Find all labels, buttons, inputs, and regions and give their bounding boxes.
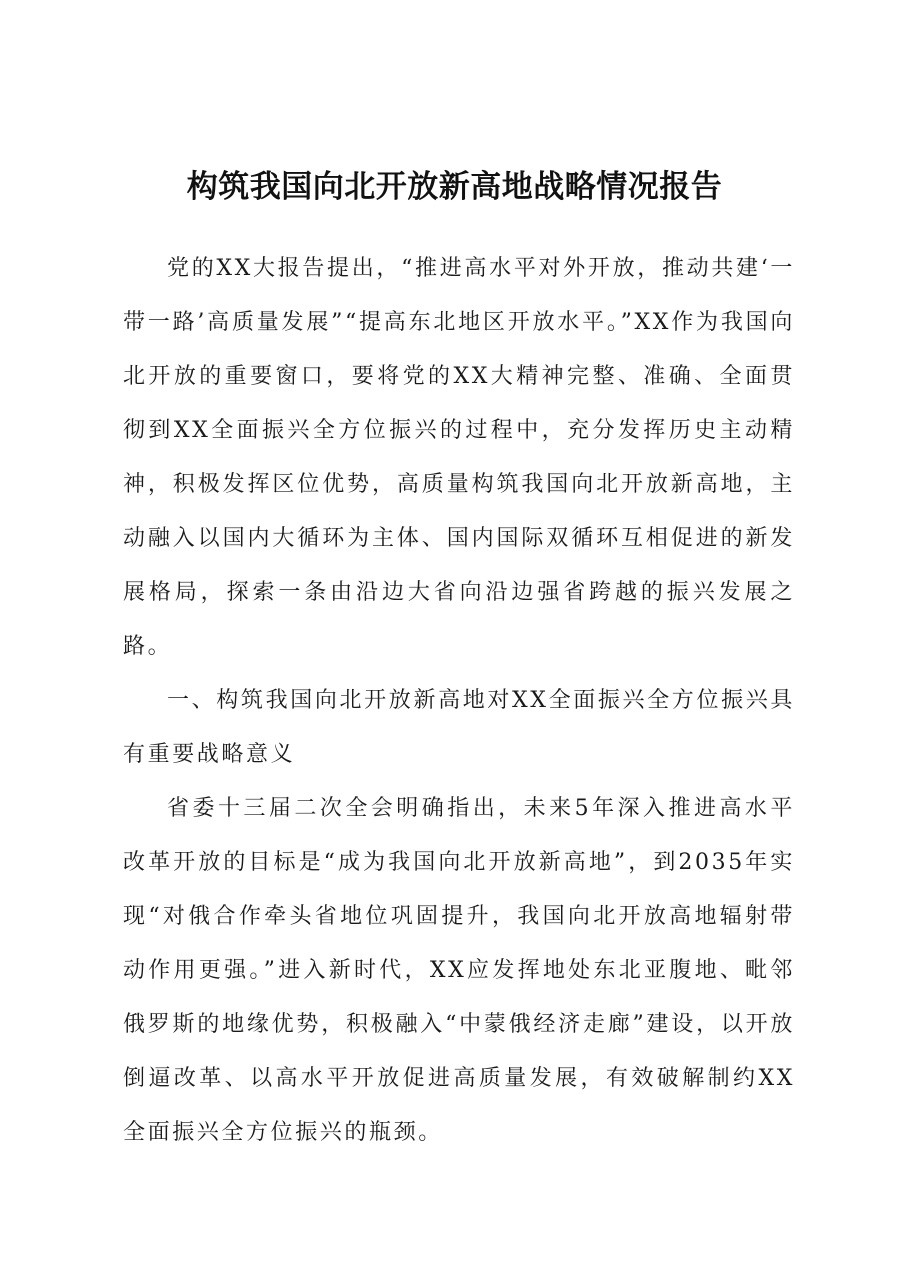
paragraph-section-1: 省委十三届二次全会明确指出，未来5年深入推进高水平改革开放的目标是“成为我国向北开放新高地”，到2035年实现“对俄合作牵头省地位巩固提升，我国向北开放高地辐射带动作用更强。”进入新时代，XX应发挥地处东北亚腹地、毗邻俄罗斯的地缘优势，积极融入“中蒙俄经济走廊”建设，以开放倒逼改革、以高水平开放促进高质量发展，有效破解制约XX全面振兴全方位振兴的瓶颈。 (123, 796, 795, 1145)
section-heading-1: 一、构筑我国向北开放新高地对XX全面振兴全方位振兴具有重要战略意义 (123, 688, 795, 767)
document-title: 构筑我国向北开放新高地战略情况报告 (186, 169, 723, 205)
document-body (123, 242, 795, 1160)
paragraph-intro: 党的XX大报告提出，“推进高水平对外开放，推动共建‘一带一路’高质量发展”“提高东北地区开放水平。”XX作为我国向北开放的重要窗口，要将党的XX大精神完整、准确、全面贯彻到XX全面振兴全方位振兴的过程中，充分发挥历史主动精神，积极发挥区位优势，高质量构筑我国向北开放新高地，主动融入以国内大循环为主体、国内国际双循环互相促进的新发展格局，探索一条由沿边大省向沿边强省跨越的振兴发展之路。 (123, 256, 795, 659)
